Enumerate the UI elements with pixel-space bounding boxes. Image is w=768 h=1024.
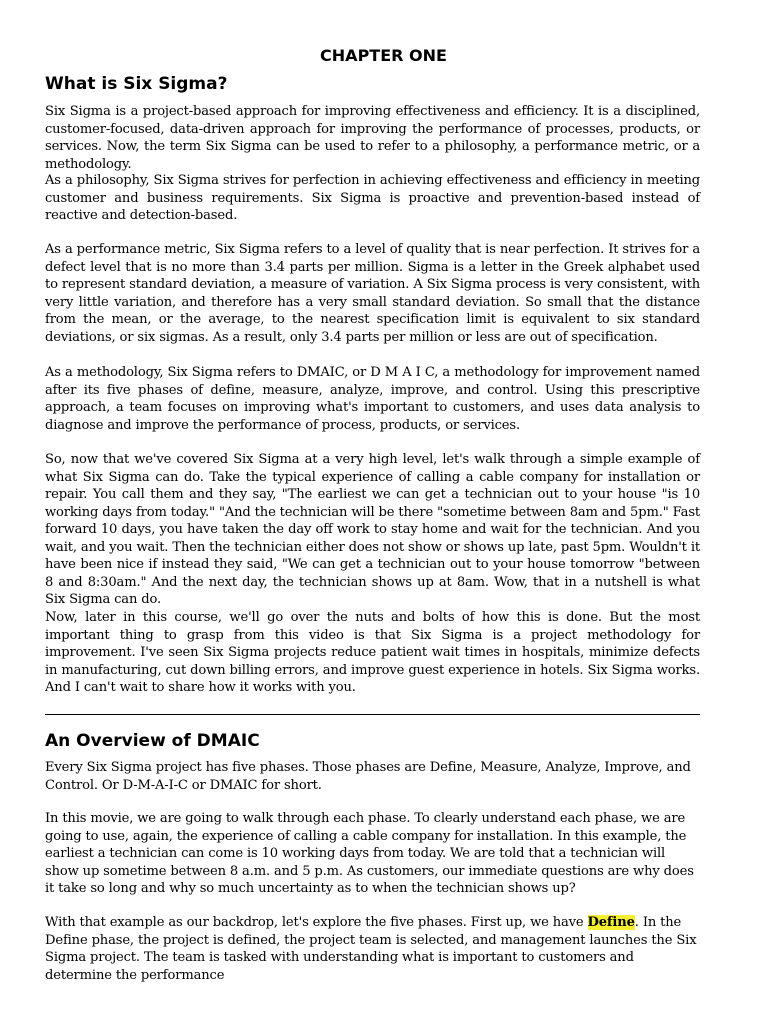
paragraph-define	[45, 914, 700, 984]
paragraph: Every Six Sigma project has five phases. Those phases are Define, Measure, Analyze, Improve, and Control. Or D-M-A-I-C or DMAIC for short.	[45, 760, 691, 793]
paragraph: Now, later in this course, we'll go over the nuts and bolts of how this is done. But the most important thing to grasp from this video is that Six Sigma is a project methodology for improvement. I've seen Six Sigma projects reduce patient wait times in hospitals, minimize defects in manufacturing, cut down billing errors, and improve guest experience in hotels. Six Sigma works. And I can't wait to share how it works with you.	[45, 610, 700, 695]
highlighted-term-define: Define	[587, 915, 635, 930]
paragraph: As a methodology, Six Sigma refers to DMAIC, or D M A I C, a methodology for improvement named after its five phases of define, measure, analyze, improve, and control. Using this prescriptive approach, a team focuses on improving what's important to customers, and uses data analysis to diagnose and improve the performance of process, products, or services.	[45, 365, 700, 433]
paragraph: So, now that we've covered Six Sigma at a very high level, let's walk through a simple example of what Six Sigma can do. Take the typical experience of calling a cable company for installation or repair. You call them and they say, "The earliest we can get a technician out to your house "is 10 working days from today." "And the technician will be there "sometime between 8am and 5pm." Fast forward 10 days, you have taken the day off work to stay home and wait for the technician. And you wait, and you wait. Then the technician either does not show or shows up late, past 5pm. Wouldn't it have been nice if instead they said, "We can get a technician out to your house tomorrow "between 8 and 8:30am." And the next day, the technician shows up at 8am. Wow, that in a nutshell is what Six Sigma can do.	[45, 452, 700, 607]
text-span: With that example as our backdrop, let's explore the five phases. First up, we have	[45, 915, 588, 930]
text-span: . In the Define phase, the project is defined, the project team is selected, and management launches the Six Sigma project. The team is tasked with understanding what is important to customers and determine the performance	[45, 915, 697, 983]
paragraph: As a philosophy, Six Sigma strives for perfection in achieving effectiveness and efficiency in meeting customer and business requirements. Six Sigma is proactive and prevention-based instead of reactive and detection-based.	[45, 173, 700, 223]
paragraph: As a performance metric, Six Sigma refers to a level of quality that is near perfection. It strives for a defect level that is no more than 3.4 parts per million. Sigma is a letter in the Greek alphabet used to represent standard deviation, a measure of variation. A Six Sigma process is very consistent, with very little variation, and therefore has a very small standard deviation. So small that the distance from the mean, or the average, to the nearest specification limit is equivalent to six standard deviations, or six sigmas. As a result, only 3.4 parts per million or less are out of specification.	[45, 242, 700, 345]
section-heading-overview-of-dmaic: An Overview of DMAIC	[45, 731, 260, 751]
paragraph: In this movie, we are going to walk through each phase. To clearly understand each phase, we are going to use, again, the experience of calling a cable company for installation. In this example, the earliest a technician can come is 10 working days from today. We are told that a technician will show up sometime between 8 a.m. and 5 p.m. As customers, our immediate questions are why does it take so long and why so much uncertainty as to when the technician shows up?	[45, 811, 694, 896]
section-heading-what-is-six-sigma: What is Six Sigma?	[45, 74, 228, 94]
section-divider	[45, 714, 700, 715]
chapter-title: CHAPTER ONE	[320, 46, 447, 65]
paragraph: Six Sigma is a project-based approach for improving effectiveness and efficiency. It is a disciplined, customer-focused, data-driven approach for improving the performance of processes, products, or services. Now, the term Six Sigma can be used to refer to a philosophy, a performance metric, or a methodology.	[45, 104, 700, 172]
